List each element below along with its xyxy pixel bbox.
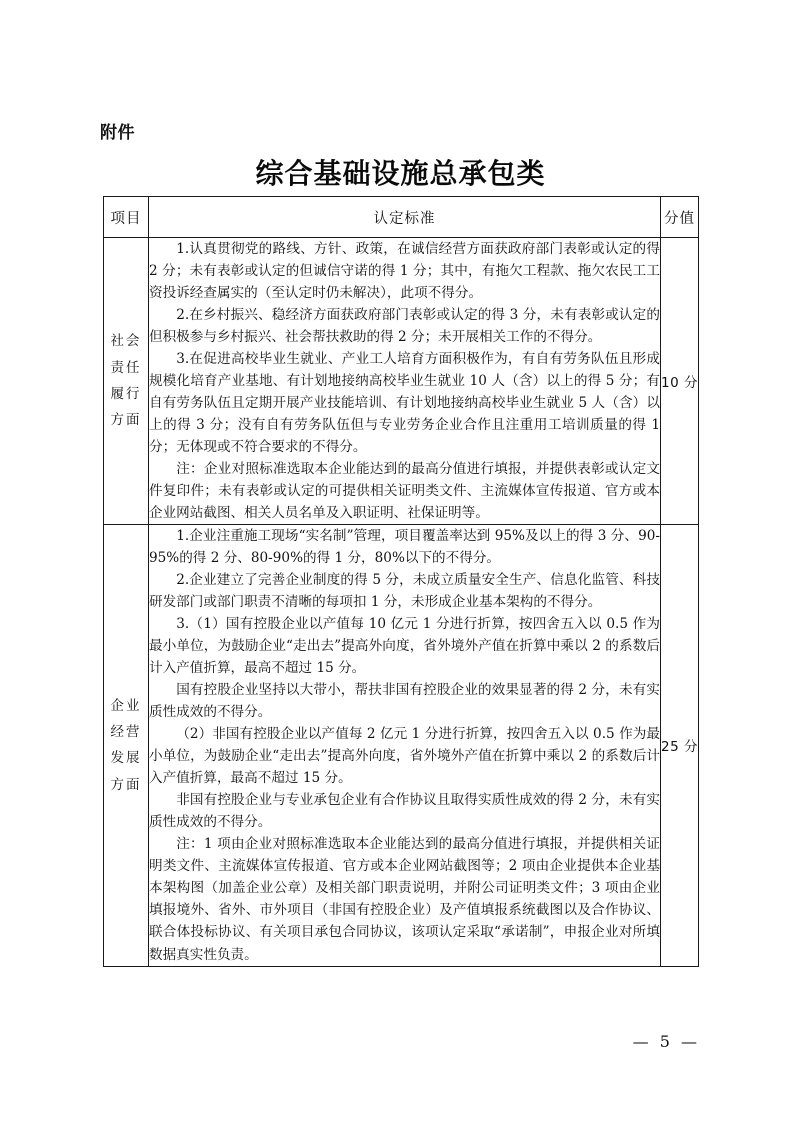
criteria-paragraph: （2）非国有控股企业以产值每 2 亿元 1 分进行折算，按四舍五入以 0.5 作为最小单位，为鼓励企业“走出去”提高外向度，省外境外产值在折算中乘以 2 的系数后计入产值折算，最高不超过 15 分。 <box>149 726 660 787</box>
row-standard-social-responsibility <box>149 238 661 525</box>
header-score: 分值 <box>661 197 699 238</box>
criteria-paragraph: 国有控股企业坚持以大带小，帮扶非国有控股企业的效果显著的得 2 分，未有实质性成效的不得分。 <box>149 682 660 721</box>
item-label-char: 责任 <box>110 359 142 376</box>
criteria-paragraph: 非国有控股企业与专业承包企业有合作协议且取得实质性成效的得 2 分，未有实质性成效的不得分。 <box>149 792 660 831</box>
item-label-char: 方面 <box>110 412 142 429</box>
row-score-business-development: 25 分 <box>661 525 699 966</box>
table-row <box>104 238 699 525</box>
table-row <box>104 525 699 966</box>
page-number: — 5 — <box>632 1032 700 1051</box>
item-label-char: 履行 <box>110 386 142 403</box>
criteria-table <box>103 196 699 967</box>
row-item-label-social-responsibility <box>104 238 149 525</box>
item-label-char: 社会 <box>110 333 142 350</box>
criteria-note: 注：1 项由企业对照标准选取本企业能达到的最高分值进行填报，并提供相关证明类文件、主流媒体宣传报道、官方或本企业网站截图等；2 项由企业提供本企业基本架构图（加盖企业公章）及相关部门职责说明，并附公司证明类文件；3 项由企业填报境外、省外、市外项目（非国有控股企业）及产值填报系统截图以及合作协议、联合体投标协议、有关项目承包合同协议，该项认定采取“承诺制”，申报企业对所填数据真实性负责。 <box>149 836 660 963</box>
item-label-char: 方面 <box>110 776 142 793</box>
criteria-paragraph: 1.企业注重施工现场“实名制”管理，项目覆盖率达到 95%及以上的得 3 分、90-95%的得 2 分、80-90%的得 1 分，80%以下的不得分。 <box>149 528 660 567</box>
header-standard: 认定标准 <box>149 197 661 238</box>
criteria-paragraph: 2.在乡村振兴、稳经济方面获政府部门表彰或认定的得 3 分，未有表彰或认定的但积极参与乡村振兴、社会帮扶救助的得 2 分；未开展相关工作的不得分。 <box>149 307 660 346</box>
row-score-social-responsibility: 10 分 <box>661 238 699 525</box>
row-item-label-business-development <box>104 525 149 966</box>
page-title: 综合基础设施总承包类 <box>255 157 546 190</box>
item-label-char: 企业 <box>110 697 142 714</box>
table-header-row <box>104 197 699 238</box>
row-standard-business-development <box>149 525 661 966</box>
header-item: 项目 <box>104 197 149 238</box>
criteria-paragraph: 1.认真贯彻党的路线、方针、政策，在诚信经营方面获政府部门表彰或认定的得 2 分；未有表彰或认定的但诚信守诺的得 1 分；其中，有拖欠工程款、拖欠农民工工资投诉经查属实的（至认定时仍未解决），此项不得分。 <box>149 241 660 302</box>
criteria-paragraph: 3.（1）国有控股企业以产值每 10 亿元 1 分进行折算，按四舍五入以 0.5 作为最小单位，为鼓励企业“走出去”提高外向度，省外境外产值在折算中乘以 2 的系数后计入产值折算，最高不超过 15 分。 <box>149 616 660 677</box>
criteria-paragraph: 2.企业建立了完善企业制度的得 5 分，未成立质量安全生产、信息化监管、科技研发部门或部门职责不清晰的每项扣 1 分，未形成企业基本架构的不得分。 <box>149 572 660 611</box>
criteria-paragraph: 3.在促进高校毕业生就业、产业工人培育方面积极作为，有自有劳务队伍且形成规模化培育产业基地、有计划地接纳高校毕业生就业 10 人（含）以上的得 5 分；有自有劳务队伍且定期开展产业技能培训、有计划地接纳高校毕业生就业 5 人（含）以上的得 3 分；没有自有劳务队伍但与专业劳务企业合作且注重用工培训质量的得 1 分；无体现或不符合要求的不得分。 <box>149 351 660 456</box>
attachment-label: 附件 <box>100 123 135 143</box>
item-label-char: 发展 <box>110 750 142 767</box>
criteria-note: 注：企业对照标准选取本企业能达到的最高分值进行填报，并提供表彰或认定文件复印件；未有表彰或认定的可提供相关证明类文件、主流媒体宣传报道、官方或本企业网站截图、相关人员名单及入职证明、社保证明等。 <box>149 461 660 522</box>
item-label-char: 经营 <box>110 724 142 741</box>
